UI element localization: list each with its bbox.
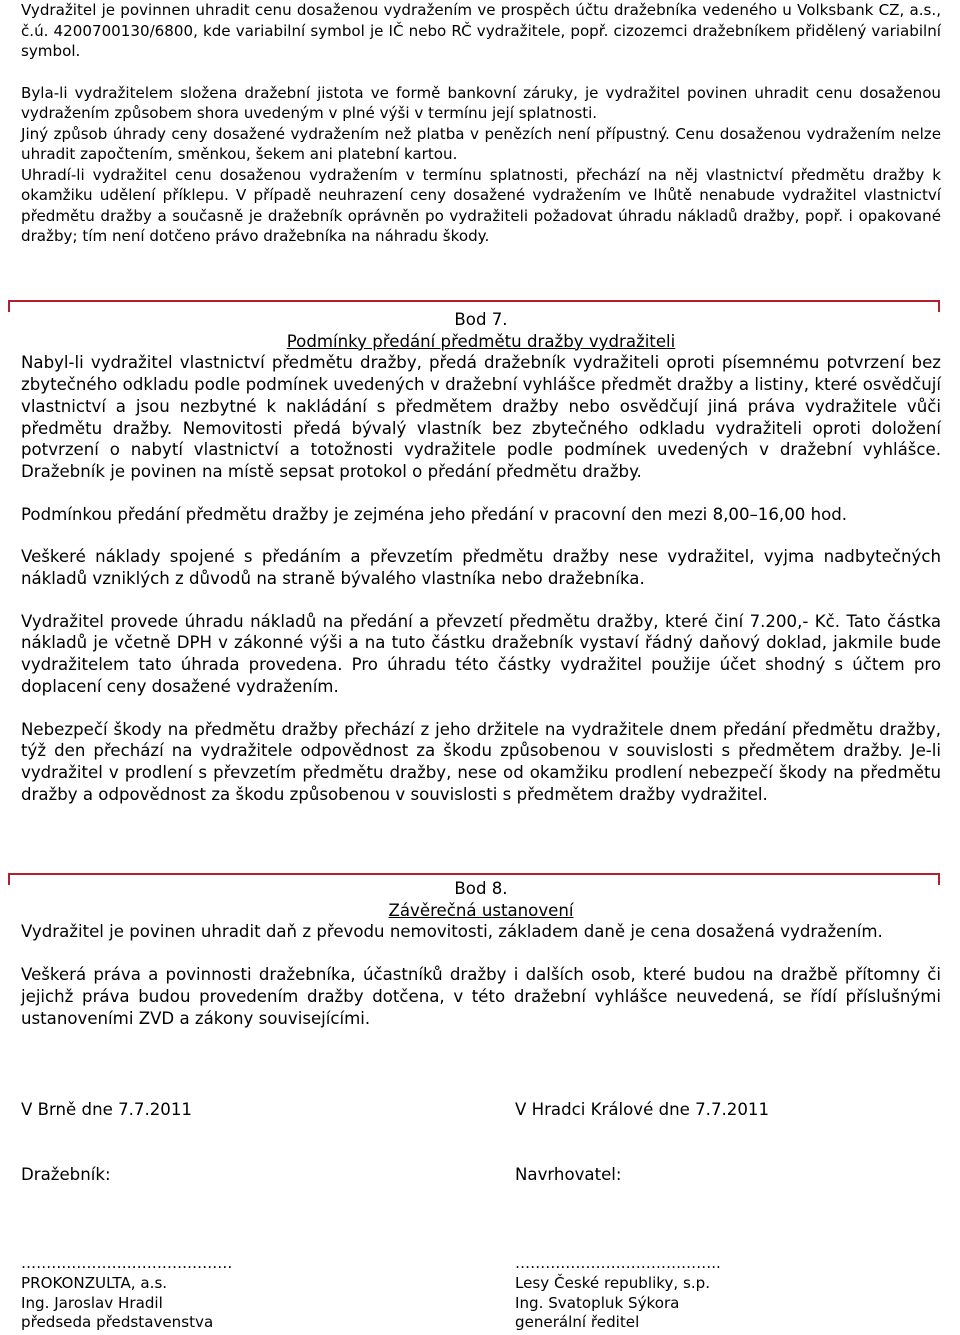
signature-line-left: …………………………………… (21, 1254, 233, 1272)
paragraph: Podmínkou předání předmětu dražby je zejména jeho předání v pracovní den mezi 8,00–16,00 hod. (21, 504, 848, 524)
paragraph: Nabyl-li vydražitel vlastnictví předmětu dražby, předá dražebník vydražiteli oproti písemnému potvrzení bez zbytečného odkladu podle podmínek uvedených v dražební vyhlášce předmět dražby a listiny, které osvědčují vlastnictví a jsou nezbytné k nakládání s předmětem dražby nebo osvědčují jiná práva vydražitele vůči předmětu dražby. Nemovitosti předá bývalý vlastník bez zbytečného odkladu vydražiteli oproti doložení potvrzení o nabytí vlastnictví a totožnosti vydražitele podle podmínek uvedených v dražební vyhlášce. Dražebník je povinen na místě sepsat protokol o předání předmětu dražby. (21, 353, 941, 481)
position-right: generální ředitel (515, 1313, 640, 1331)
role-right: Navrhovatel: (515, 1165, 622, 1184)
payment-terms (21, 0, 941, 247)
section-7-title: Podmínky předání předmětu dražby vydražiteli (286, 331, 676, 351)
section-8 (21, 878, 941, 1029)
name-left: Ing. Jaroslav Hradil (21, 1294, 163, 1312)
section-8-title: Závěrečná ustanovení (388, 900, 574, 920)
section-8-number: Bod 8. (454, 879, 508, 898)
paragraph: Vydražitel je povinen uhradit daň z převodu nemovitosti, základem daně je cena dosažená vydražením. (21, 922, 883, 942)
paragraph: Jiný způsob úhrady ceny dosažené vydražením než platba v penězích není přípustný. Cenu dosaženou vydražením nelze uhradit započtením, směnkou, šekem ani platební kartou. (21, 124, 941, 163)
paragraph: Nebezpečí škody na předmětu dražby přechází z jeho držitele na vydražitele dnem předání předmětu dražby, týž den přechází na vydražitele odpovědnost za škodu způsobenou v souvislosti s předmětem dražby. Je-li vydražitel v prodlení s převzetím předmětu dražby, nese od okamžiku prodlení nebezpečí škody na předmětu dražby a odpovědnost za škodu způsobenou v souvislosti s předmětem dražby vydražitel. (21, 719, 941, 804)
position-left: předseda představenstva (21, 1313, 214, 1331)
section-7-number: Bod 7. (454, 310, 508, 329)
signature-line-right: ………………………………….. (515, 1254, 721, 1272)
org-left: PROKONZULTA, a.s. (21, 1274, 168, 1292)
paragraph: Veškerá práva a povinnosti dražebníka, účastníků dražby i dalších osob, které budou na dražbě přítomny či jejichž práva budou provedením dražby dotčena, v této dražební vyhlášce neuvedená, se řídí příslušnými ustanoveními ZVD a zákony souvisejícími. (21, 965, 941, 1028)
org-right: Lesy České republiky, s.p. (515, 1274, 711, 1292)
place-date-left: V Brně dne 7.7.2011 (21, 1100, 192, 1119)
paragraph: Vydražitel je povinnen uhradit cenu dosaženou vydražením ve prospěch účtu dražebníka vedeného u Volksbank CZ, a.s., č.ú. 4200700130/6800, kde variabilní symbol je IČ nebo RČ vydražitele, popř. cizozemci dražebníkem přidělený variabilní symbol. (21, 1, 941, 60)
paragraph: Uhradí-li vydražitel cenu dosaženou vydražením v termínu splatnosti, přechází na něj vlastnictví předmětu dražby k okamžiku udělení příklepu. V případě neuhrazení ceny dosažené vydražením ve lhůtě nenabude vydražitel vlastnictví předmětu dražby a současně je dražebník oprávněn po vydražiteli požadovat úhradu nákladů dražby, popř. i opakované dražby; tím není dotčeno právo dražebníka na náhradu škody. (21, 165, 941, 245)
role-left: Dražebník: (21, 1165, 111, 1184)
place-date-right: V Hradci Králové dne 7.7.2011 (515, 1100, 770, 1119)
paragraph: Byla-li vydražitelem složena dražební jistota ve formě bankovní záruky, je vydražitel povinen uhradit cenu dosaženou vydražením způsobem shora uvedeným v plné výši v termínu její splatnosti. (21, 83, 941, 122)
section-7 (21, 309, 941, 805)
paragraph: Vydražitel provede úhradu nákladů na předání a převzetí předmětu dražby, které činí 7.200,- Kč. Tato částka nákladů je včetně DPH v zákonné výši a na tuto částku dražebník vystaví řádný daňový doklad, jakmile bude vydražitelem tato úhrada provedena. Pro úhradu této částky vydražitel použije účet shodný s účtem pro doplacení ceny dosažené vydražením. (21, 611, 941, 696)
name-right: Ing. Svatopluk Sýkora (515, 1294, 680, 1312)
paragraph: Veškeré náklady spojené s předáním a převzetím předmětu dražby nese vydražitel, vyjma nadbytečných nákladů vzniklých z důvodů na straně bývalého vlastníka nebo dražebníka. (21, 547, 941, 589)
